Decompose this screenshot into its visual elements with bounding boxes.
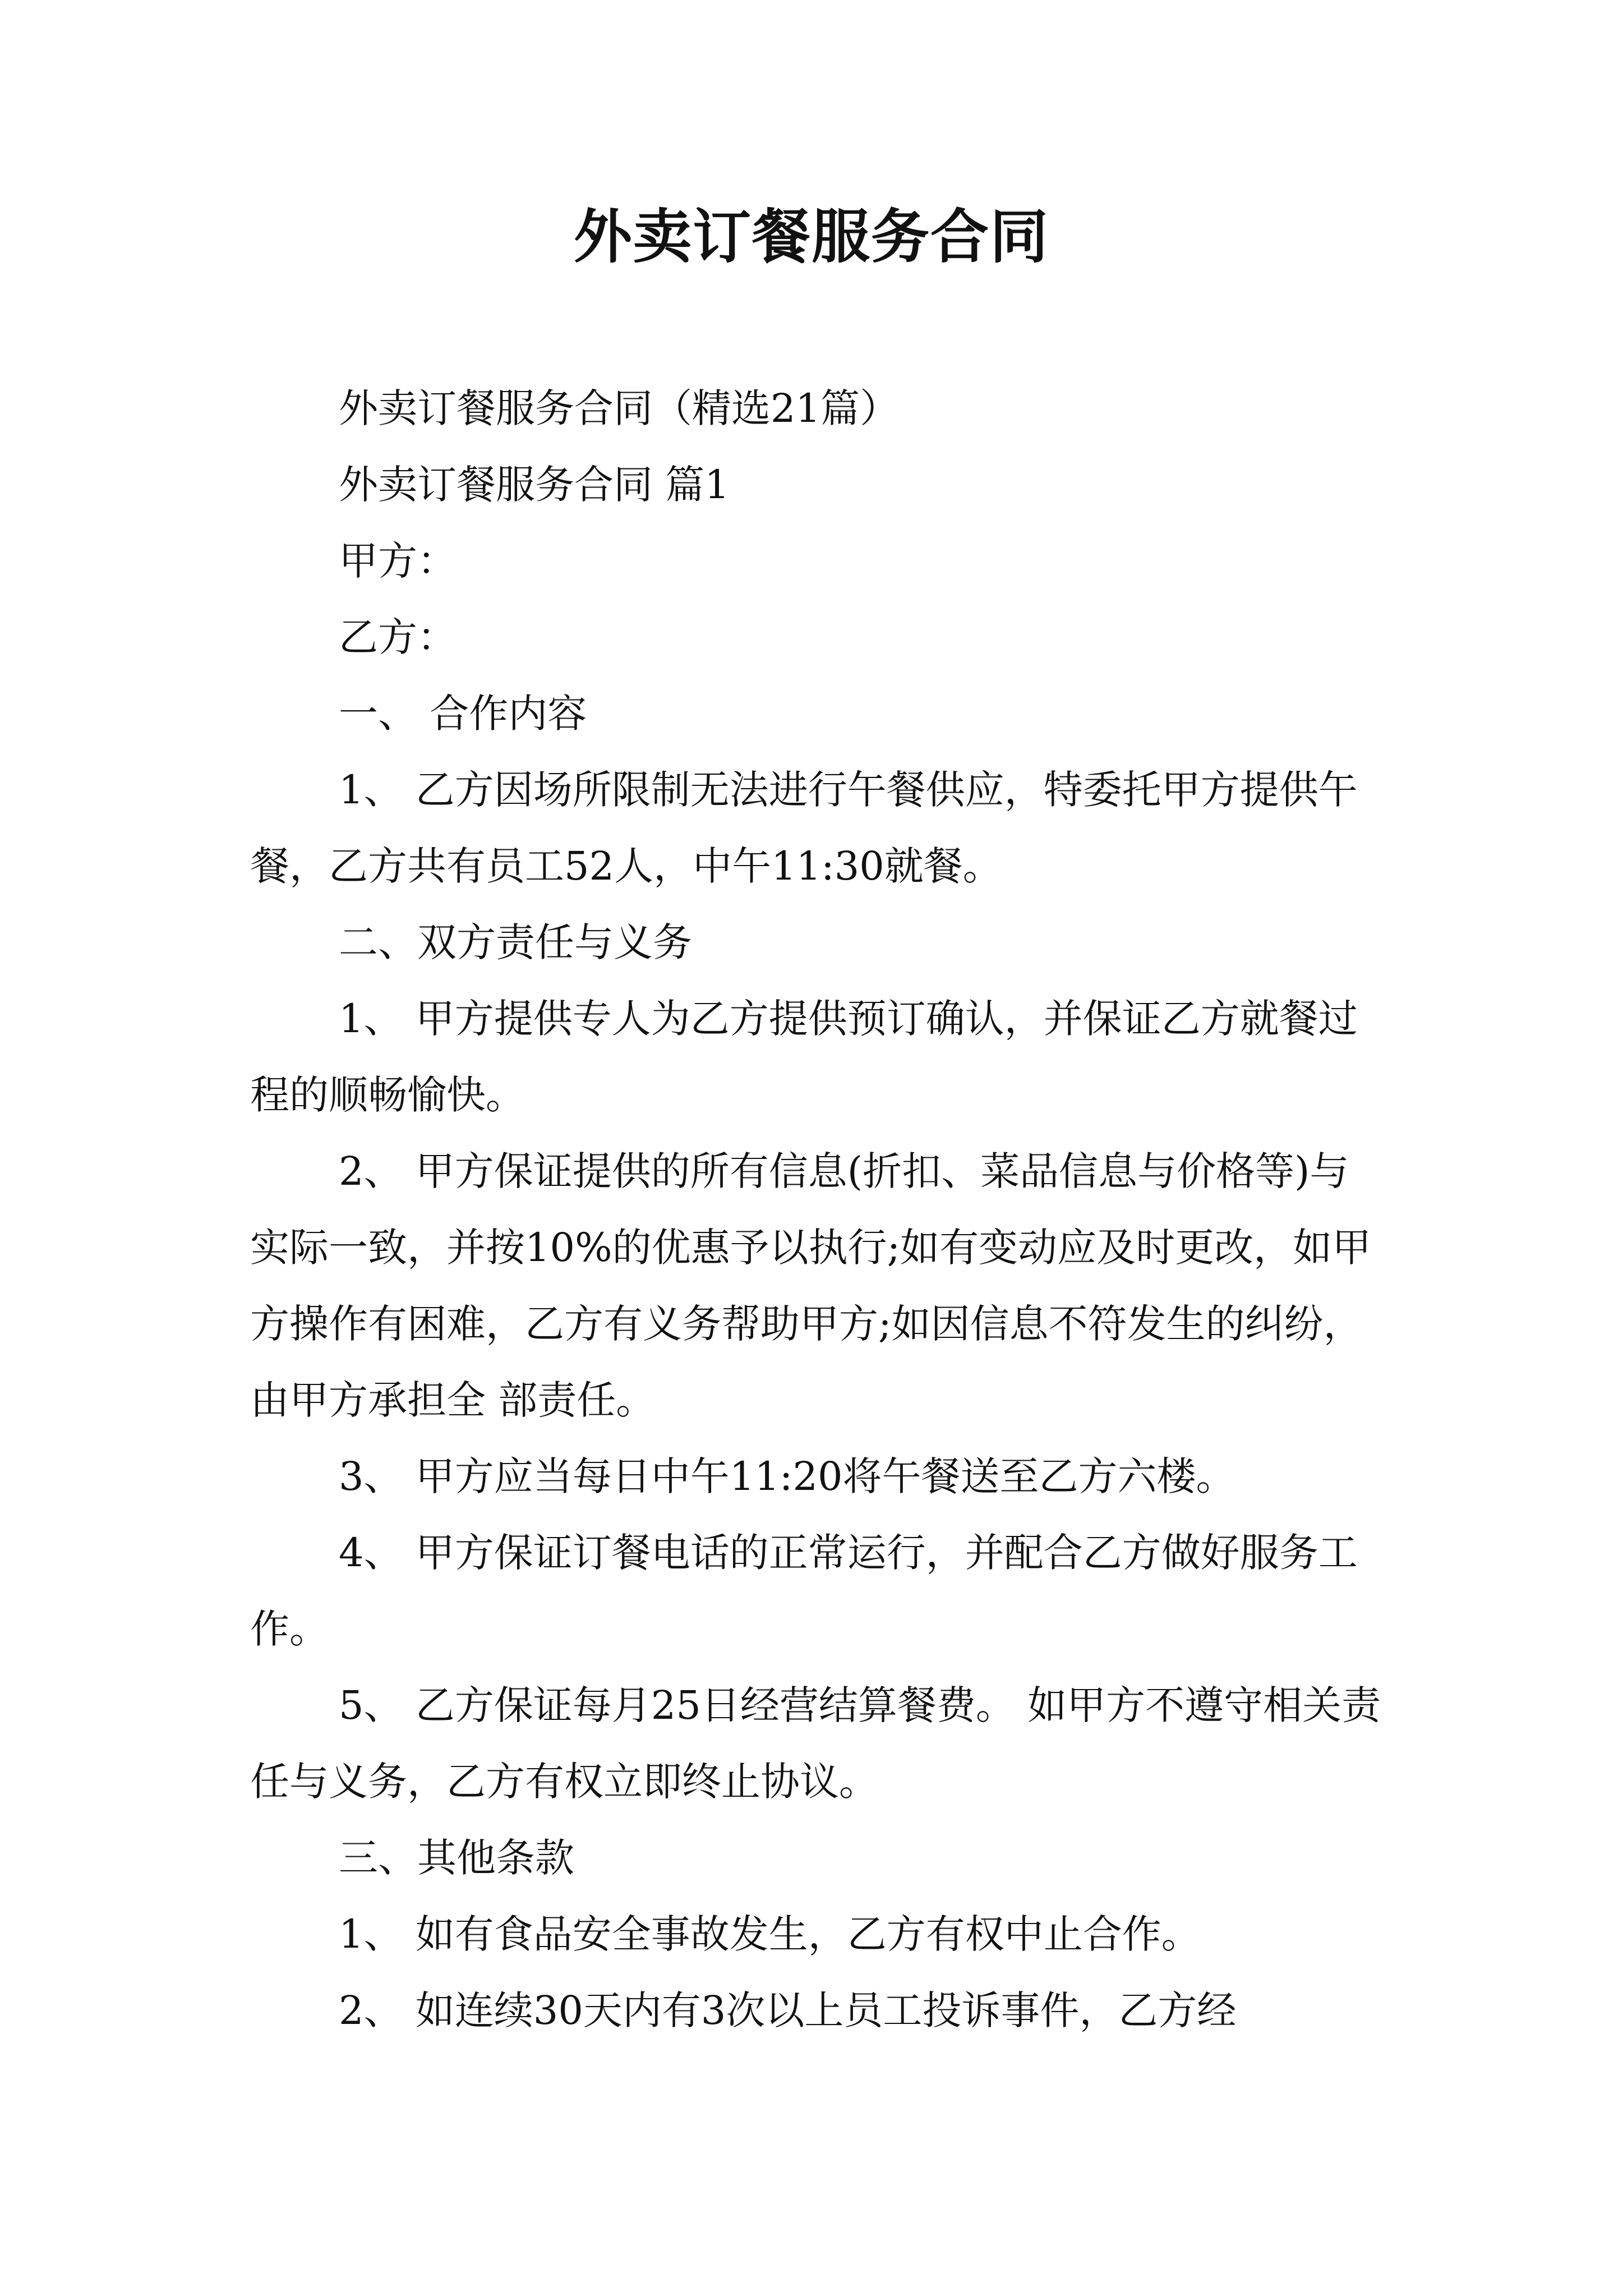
paragraph-subtitle: 外卖订餐服务合同（精选21篇） (339, 385, 900, 431)
paragraph-clause: 1、 乙方因场所限制无法进行午餐供应，特委托甲方提供午餐，乙方共有员工52人，中午11:30就餐。 (250, 767, 1358, 889)
paragraph-heading-other-terms: 三、其他条款 (339, 1835, 574, 1881)
paragraph-clause: 1、 如有食品安全事故发生，乙方有权中止合作。 (339, 1911, 1201, 1957)
paragraph-clause: 1、 甲方提供专人为乙方提供预订确认，并保证乙方就餐过程的顺畅愉快。 (250, 996, 1358, 1118)
document-title: 外卖订餐服务合同 (573, 203, 1049, 271)
paragraph-clause: 3、 甲方应当每日中午11:20将午餐送至乙方六楼。 (339, 1453, 1235, 1499)
paragraph-clause: 2、 甲方保证提供的所有信息(折扣、菜品信息与价格等)与实际一致，并按10%的优惠予以执行;如有变动应及时更改，如甲方操作有困难，乙方有义务帮助甲方;如因信息不符发生的纠纷，由甲方承担全 部责任。 (250, 1148, 1372, 1423)
document-body (250, 370, 1383, 2049)
paragraph-heading-cooperation: 一、 合作内容 (339, 691, 587, 737)
paragraph-clause: 4、 甲方保证订餐电话的正常运行，并配合乙方做好服务工作。 (250, 1530, 1358, 1652)
paragraph-clause: 2、 如连续30天内有3次以上员工投诉事件，乙方经 (339, 1987, 1237, 2033)
paragraph-section-heading: 外卖订餐服务合同 篇1 (339, 462, 730, 508)
paragraph-clause: 5、 乙方保证每月25日经营结算餐费。 如甲方不遵守相关责任与义务，乙方有权立即终止协议。 (250, 1682, 1381, 1805)
paragraph-heading-responsibilities: 二、双方责任与义务 (339, 919, 692, 965)
paragraph-party-b: 乙方： (339, 614, 457, 660)
paragraph-party-a: 甲方： (339, 538, 457, 584)
